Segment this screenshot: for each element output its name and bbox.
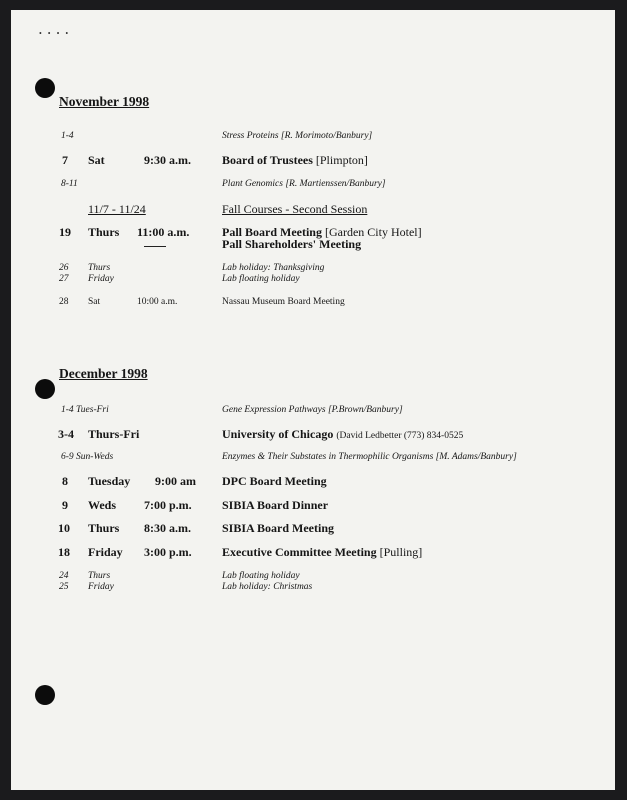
nov-r7-day: Friday — [88, 274, 114, 284]
nov-r2-event-line — [222, 153, 368, 168]
nov-r2-event: Board of Trustees — [222, 153, 313, 167]
nov-r8-date: 28 — [59, 297, 69, 307]
dec-r6-day: Thurs — [88, 521, 120, 535]
scan-specks: •••• — [39, 29, 75, 38]
punch-hole-bottom — [35, 685, 55, 705]
punch-hole-middle — [35, 379, 55, 399]
nov-r5-event: Pall Board Meeting — [222, 225, 322, 239]
nov-r6-event: Lab holiday: Thanksgiving — [222, 263, 325, 273]
dec-r9-event: Lab holiday: Christmas — [222, 582, 313, 592]
nov-r3-event: Plant Genomics [R. Martienssen/Banbury] — [222, 179, 386, 189]
nov-r8-event: Nassau Museum Board Meeting — [222, 297, 345, 307]
nov-r8-day: Sat — [88, 297, 101, 307]
dec-r7-date: 18 — [58, 545, 70, 559]
dec-r6-event: SIBIA Board Meeting — [222, 521, 335, 535]
dec-r8-date: 24 — [59, 571, 69, 581]
dec-r4-event: DPC Board Meeting — [222, 474, 327, 488]
dec-r9-date: 25 — [59, 582, 69, 592]
nov-r4-event: Fall Courses - Second Session — [222, 202, 368, 216]
dec-r8-event: Lab floating holiday — [222, 571, 300, 581]
dec-r5-date: 9 — [62, 498, 68, 512]
nov-r5-time: 11:00 a.m. — [137, 225, 190, 239]
dec-r4-day: Tuesday — [88, 474, 131, 488]
dec-r7-event: Executive Committee Meeting — [222, 545, 377, 559]
nov-r5-day: Thurs — [88, 225, 120, 239]
dec-r5-day: Weds — [88, 498, 117, 512]
nov-r1-date: 1-4 — [61, 131, 74, 141]
document-page — [11, 10, 615, 790]
dec-r1-event: Gene Expression Pathways [P.Brown/Banbury] — [222, 405, 403, 415]
dec-r7-note: [Pulling] — [379, 545, 423, 559]
dec-r3-date: 6-9 Sun-Weds — [61, 452, 114, 462]
nov-r1-event: Stress Proteins [R. Morimoto/Banbury] — [222, 131, 373, 141]
dec-r3-event: Enzymes & Their Substates in Thermophilic Organisms [M. Adams/Banbury] — [222, 452, 517, 462]
dec-r2-date: 3-4 — [58, 427, 74, 441]
nov-r5-dash — [144, 246, 166, 247]
nov-r5-note: [Garden City Hotel] — [324, 225, 422, 239]
dec-r1-date: 1-4 Tues-Fri — [61, 405, 109, 415]
nov-r2-time: 9:30 a.m. — [144, 153, 191, 167]
dec-r7-time: 3:00 p.m. — [144, 545, 192, 559]
dec-r7-event-line — [222, 545, 422, 560]
nov-r6-date: 26 — [59, 263, 69, 273]
nov-r7-date: 27 — [59, 274, 69, 284]
nov-r2-note: [Plimpton] — [315, 153, 368, 167]
dec-r9-day: Friday — [88, 582, 114, 592]
dec-r4-date: 8 — [62, 474, 68, 488]
nov-r7-event: Lab floating holiday — [222, 274, 300, 284]
dec-r2-day: Thurs-Fri — [88, 427, 140, 441]
dec-r8-day: Thurs — [88, 571, 111, 581]
december-heading: December 1998 — [59, 366, 148, 381]
nov-r2-date: 7 — [62, 153, 68, 167]
nov-r8-time: 10:00 a.m. — [137, 297, 178, 307]
dec-r2-event: University of Chicago — [222, 427, 334, 441]
nov-r3-date: 8-11 — [61, 179, 78, 189]
dec-r2-event-line — [222, 427, 463, 442]
nov-r5-event2: Pall Shareholders' Meeting — [222, 237, 362, 251]
dec-r6-time: 8:30 a.m. — [144, 521, 191, 535]
dec-r5-event: SIBIA Board Dinner — [222, 498, 329, 512]
punch-hole-top — [35, 78, 55, 98]
nov-r5-date: 19 — [59, 225, 71, 239]
nov-r2-day: Sat — [88, 153, 105, 167]
dec-r5-time: 7:00 p.m. — [144, 498, 192, 512]
dec-r7-day: Friday — [88, 545, 123, 559]
november-heading: November 1998 — [59, 94, 150, 109]
dec-r2-note: (David Ledbetter (773) 834-0525 — [336, 431, 464, 441]
dec-r4-time: 9:00 am — [155, 474, 196, 488]
nov-r6-day: Thurs — [88, 263, 111, 273]
nov-r4-range: 11/7 - 11/24 — [88, 202, 146, 216]
dec-r6-date: 10 — [58, 521, 70, 535]
